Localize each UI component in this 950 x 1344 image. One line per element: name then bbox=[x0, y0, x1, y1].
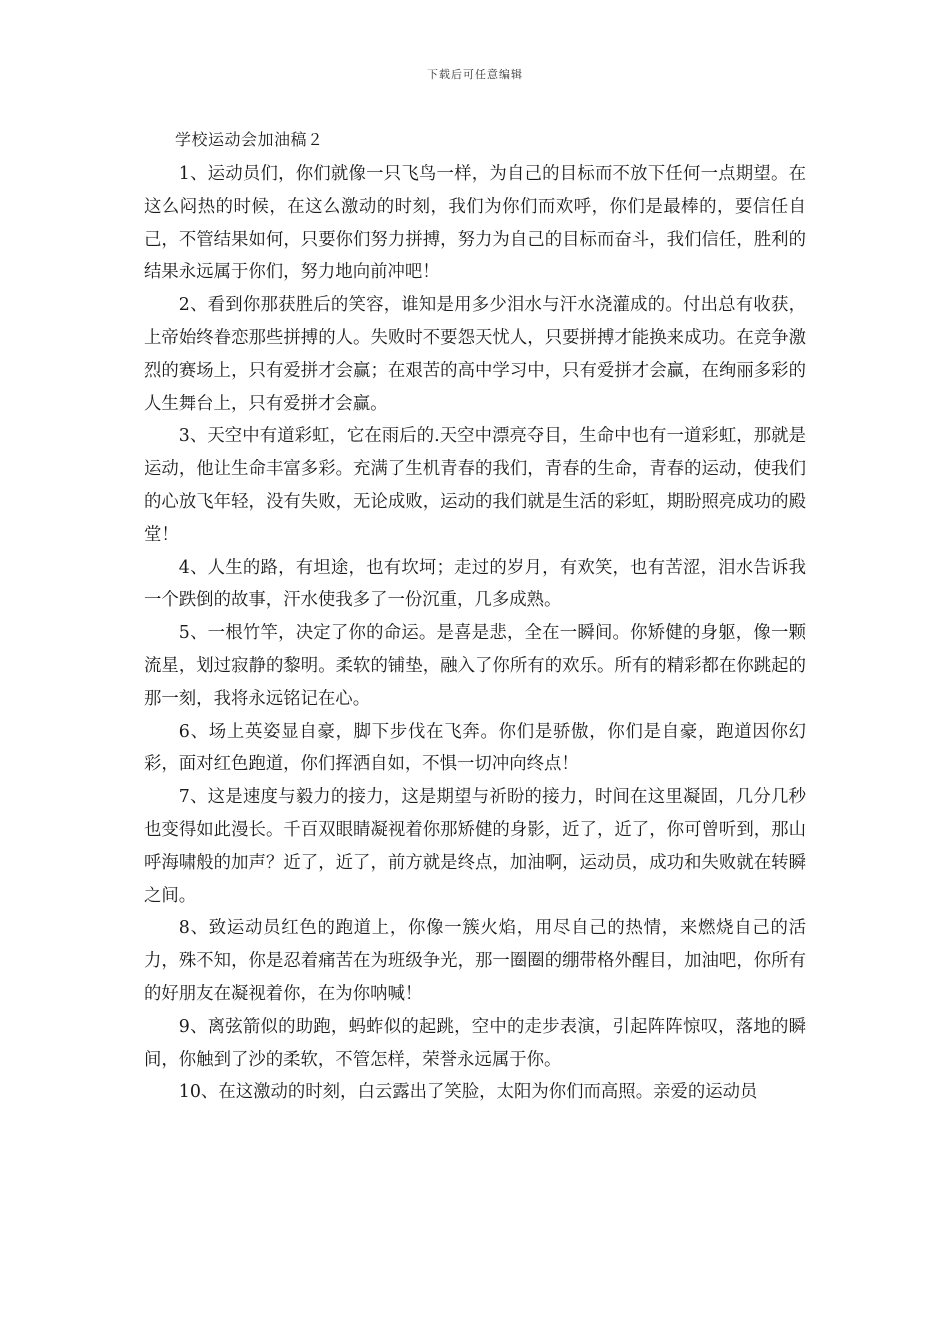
paragraph-10: 10、在这激动的时刻，白云露出了笑脸，太阳为你们而高照。亲爱的运动员 bbox=[178, 1082, 758, 1103]
paragraph-6: 6、场上英姿显自豪，脚下步伐在飞奔。你们是骄傲，你们是自豪，跑道因你幻彩，面对红色跑道，你们挥洒自如，不惧一切冲向终点！ bbox=[144, 721, 806, 775]
page-header-note: 下载后可任意编辑 bbox=[427, 68, 523, 81]
paragraph-7: 7、这是速度与毅力的接力，这是期望与祈盼的接力，时间在这里凝固，几分几秒也变得如此漫长。千百双眼睛凝视着你那矫健的身影，近了，近了，你可曾听到，那山呼海啸般的加声？近了，近了，前方就是终点，加油啊，运动员，成功和失败就在转瞬之间。 bbox=[144, 787, 806, 906]
paragraph-8: 8、致运动员红色的跑道上，你像一簇火焰，用尽自己的热情，来燃烧自己的活力，殊不知，你是忍着痛苦在为班级争光，那一圈圈的绷带格外醒目，加油吧，你所有的好朋友在凝视着你，在为你呐喊！ bbox=[144, 918, 806, 1004]
paragraph-3: 3、天空中有道彩虹，它在雨后的.天空中漂亮夺目，生命中也有一道彩虹，那就是运动，他让生命丰富多彩。充满了生机青春的我们，青春的生命，青春的运动，使我们的心放飞年轻，没有失败，无论成败，运动的我们就是生活的彩虹，期盼照亮成功的殿堂！ bbox=[144, 426, 806, 545]
paragraph-9: 9、离弦箭似的助跑，蚂蚱似的起跳，空中的走步表演，引起阵阵惊叹，落地的瞬间，你触到了沙的柔软，不管怎样，荣誉永远属于你。 bbox=[144, 1016, 806, 1070]
document-title: 学校运动会加油稿２ bbox=[175, 130, 324, 149]
document-body bbox=[144, 158, 806, 1109]
paragraph-2: 2、看到你那获胜后的笑容，谁知是用多少泪水与汗水浇灌成的。付出总有收获，上帝始终眷恋那些拼搏的人。失败时不要怨天忧人，只要拼搏才能换来成功。在竞争激烈的赛场上，只有爱拼才会赢；在艰苦的高中学习中，只有爱拼才会赢，在绚丽多彩的人生舞台上，只有爱拼才会赢。 bbox=[144, 295, 806, 414]
paragraph-4: 4、人生的路，有坦途，也有坎坷；走过的岁月，有欢笑，也有苦涩，泪水告诉我一个跌倒的故事，汗水使我多了一份沉重，几多成熟。 bbox=[144, 557, 806, 611]
paragraph-1: 1、运动员们，你们就像一只飞鸟一样，为自己的目标而不放下任何一点期望。在这么闷热的时候，在这么激动的时刻，我们为你们而欢呼，你们是最棒的，要信任自己，不管结果如何，只要你们努力拼搏，努力为自己的目标而奋斗，我们信任，胜利的结果永远属于你们，努力地向前冲吧！ bbox=[144, 164, 806, 283]
paragraph-5: 5、一根竹竿，决定了你的命运。是喜是悲，全在一瞬间。你矫健的身躯，像一颗流星，划过寂静的黎明。柔软的铺垫，融入了你所有的欢乐。所有的精彩都在你跳起的那一刻，我将永远铭记在心。 bbox=[144, 623, 806, 709]
